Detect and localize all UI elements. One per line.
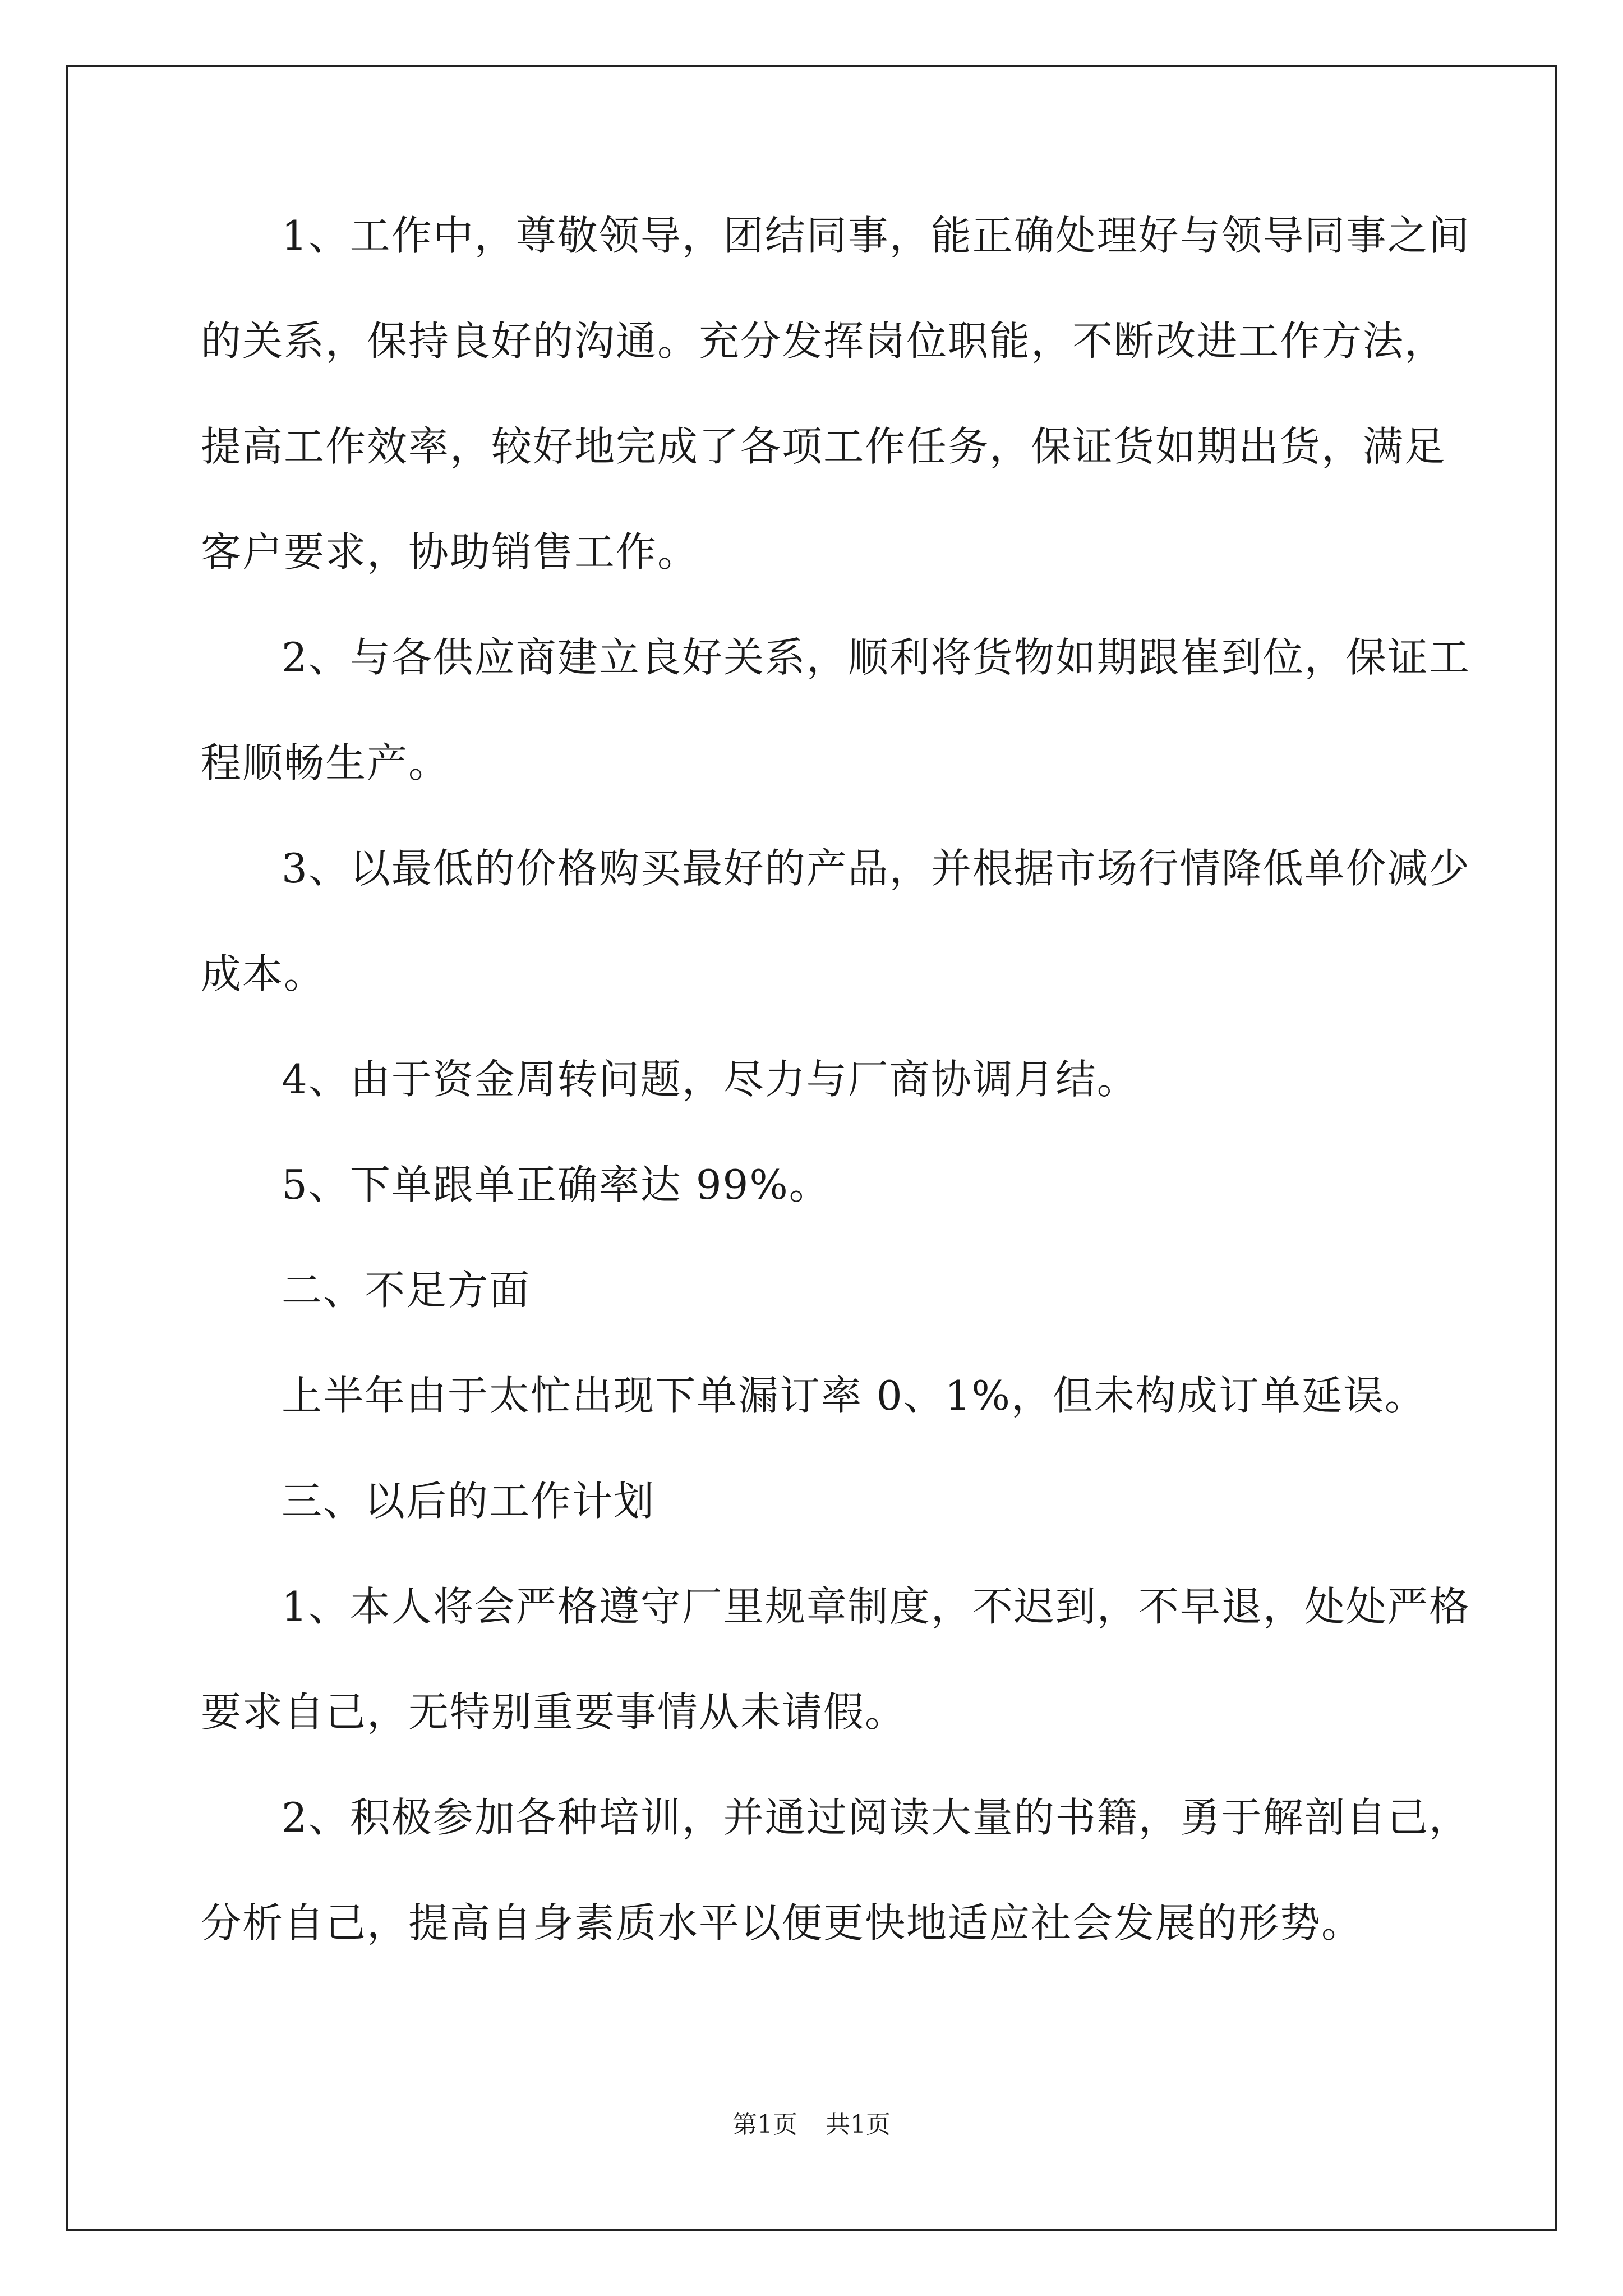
- para-shortcomings: 上半年由于太忙出现下单漏订率 0、1%，但未构成订单延误。: [282, 1372, 1426, 1419]
- para-1-line-1: 1、工作中，尊敬领导，团结同事，能正确处理好与领导同事之间: [282, 212, 1470, 259]
- para-1-line-3: 提高工作效率，较好地完成了各项工作任务，保证货如期出货，满足: [201, 423, 1446, 470]
- para-5: 5、下单跟单正确率达 99%。: [282, 1161, 831, 1208]
- section-heading-shortcomings: 二、不足方面: [282, 1267, 531, 1314]
- para-2-line-2: 程顺畅生产。: [201, 739, 450, 786]
- para-3-line-2: 成本。: [201, 950, 326, 997]
- section-heading-future-plan: 三、以后的工作计划: [282, 1478, 656, 1525]
- para-1-line-4: 客户要求，协助销售工作。: [201, 528, 699, 576]
- plan-1-line-1: 1、本人将会严格遵守厂里规章制度，不迟到，不早退，处处严格: [282, 1583, 1470, 1630]
- page-number-current: 第1页: [732, 2110, 797, 2139]
- plan-2-line-1: 2、积极参加各种培训，并通过阅读大量的书籍，勇于解剖自己，: [282, 1794, 1470, 1841]
- plan-2-line-2: 分析自己，提高自身素质水平以便更快地适应社会发展的形势。: [201, 1899, 1363, 1947]
- para-4: 4、由于资金周转问题，尽力与厂商协调月结。: [282, 1056, 1138, 1103]
- page-number-total: 共1页: [826, 2110, 891, 2139]
- plan-1-line-2: 要求自己，无特别重要事情从未请假。: [201, 1688, 907, 1736]
- page-footer: [0, 2108, 1623, 2142]
- para-1-line-2: 的关系，保持良好的沟通。充分发挥岗位职能，不断改进工作方法，: [201, 318, 1446, 365]
- para-2-line-1: 2、与各供应商建立良好关系，顺利将货物如期跟崔到位，保证工: [282, 634, 1470, 681]
- para-3-line-1: 3、以最低的价格购买最好的产品，并根据市场行情降低单价减少: [282, 845, 1470, 892]
